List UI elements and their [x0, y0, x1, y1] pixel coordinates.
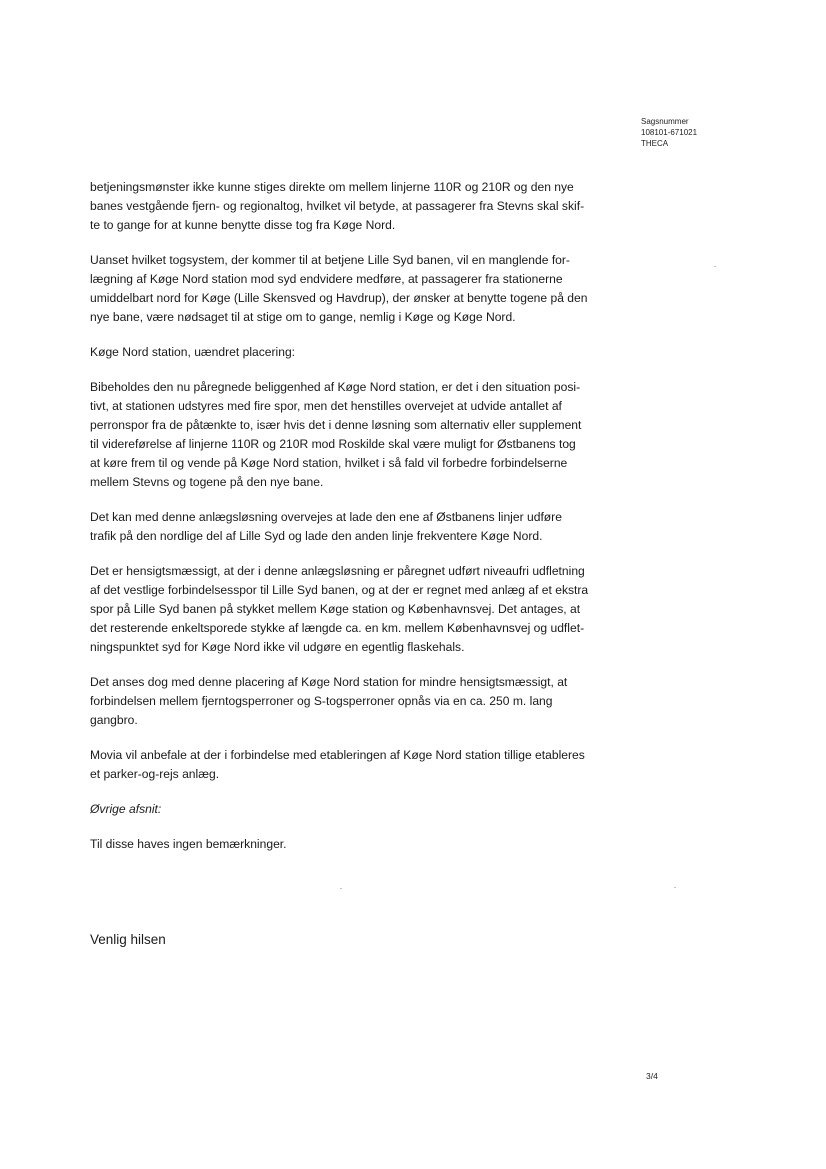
text-line: tivt, at stationen udstyres med fire spor, men det henstilles overvejet at udvide antallet af: [90, 399, 562, 413]
text-line: banes vestgående fjern- og regionaltog, hvilket vil betyde, at passagerer fra Stevns skal skif-: [90, 199, 585, 213]
text-line: umiddelbart nord for Køge (Lille Skensved og Havdrup), der ønsker at benytte togene på den: [90, 291, 588, 305]
body-paragraph: [90, 746, 680, 784]
body-paragraph: [90, 835, 680, 854]
case-reference: [641, 116, 697, 149]
text-line: Til disse haves ingen bemærkninger.: [90, 837, 287, 851]
text-line: nye bane, være nødsaget til at stige om to gange, nemlig i Køge og Køge Nord.: [90, 310, 516, 324]
page-number: 3/4: [646, 1071, 658, 1081]
closing-greeting: Venlig hilsen: [90, 932, 166, 947]
case-number: 108101-671021: [641, 128, 698, 137]
case-label: Sagsnummer: [641, 117, 689, 126]
body-paragraph: [90, 562, 680, 657]
body-paragraph: [90, 673, 680, 730]
text-line: til videreførelse af linjerne 110R og 210R mod Roskilde skal være muligt for Østbanens tog: [90, 437, 576, 451]
text-line: Det kan med denne anlægsløsning overvejes at lade den ene af Østbanens linjer udføre: [90, 510, 562, 524]
text-line: Køge Nord station, uændret placering:: [90, 345, 296, 359]
text-line: forbindelsen mellem fjerntogsperroner og S-togsperroner opnås via en ca. 250 m. lang: [90, 694, 553, 708]
text-line: mellem Stevns og togene på den nye bane.: [90, 475, 324, 489]
author-initials: THECA: [641, 139, 669, 148]
scan-speck: [674, 887, 676, 888]
body-paragraph: [90, 251, 680, 327]
text-line: trafik på den nordlige del af Lille Syd og lade den anden linje frekventere Køge Nord.: [90, 529, 543, 543]
text-line: Movia vil anbefale at der i forbindelse med etableringen af Køge Nord station tillige etableres: [90, 748, 585, 762]
section-heading: [90, 800, 680, 819]
text-line: Det er hensigtsmæssigt, at der i denne anlægsløsning er påregnet udført niveaufri udfletning: [90, 564, 585, 578]
text-line: det resterende enkeltsporede stykke af længde ca. en km. mellem Københavnsvej og udflet-: [90, 621, 585, 635]
text-line: at køre frem til og vende på Køge Nord station, hvilket i så fald vil forbedre forbindelserne: [90, 456, 568, 470]
body-paragraph: [90, 378, 680, 492]
text-line: Bibeholdes den nu påregnede beliggenhed af Køge Nord station, er det i den situation posi-: [90, 380, 581, 394]
text-line: af det vestlige forbindelsesspor til Lille Syd banen, og at der er regnet med anlæg af et ekstra: [90, 583, 589, 597]
letter-body: [90, 178, 680, 870]
text-line: Øvrige afsnit:: [90, 802, 162, 816]
text-line: gangbro.: [90, 713, 138, 727]
scan-speck: [714, 266, 716, 267]
scan-speck: [340, 888, 342, 889]
text-line: ningspunktet syd for Køge Nord ikke vil udgøre en egentlig flaskehals.: [90, 640, 465, 654]
body-paragraph: [90, 508, 680, 546]
text-line: spor på Lille Syd banen på stykket mellem Køge station og Københavnsvej. Det antages, at: [90, 602, 581, 616]
text-line: Det anses dog med denne placering af Køge Nord station for mindre hensigtsmæssigt, at: [90, 675, 568, 689]
text-line: betjeningsmønster ikke kunne stiges direkte om mellem linjerne 110R og 210R og den nye: [90, 180, 574, 194]
body-paragraph: [90, 178, 680, 235]
text-line: lægning af Køge Nord station mod syd endvidere medføre, at passagerer fra stationerne: [90, 272, 563, 286]
body-paragraph: [90, 343, 680, 362]
text-line: perronspor fra de påtænkte to, især hvis det i denne løsning som alternativ eller supplement: [90, 418, 582, 432]
text-line: et parker-og-rejs anlæg.: [90, 767, 220, 781]
text-line: Uanset hvilket togsystem, der kommer til at betjene Lille Syd banen, vil en manglende for-: [90, 253, 570, 267]
text-line: te to gange for at kunne benytte disse tog fra Køge Nord.: [90, 218, 396, 232]
